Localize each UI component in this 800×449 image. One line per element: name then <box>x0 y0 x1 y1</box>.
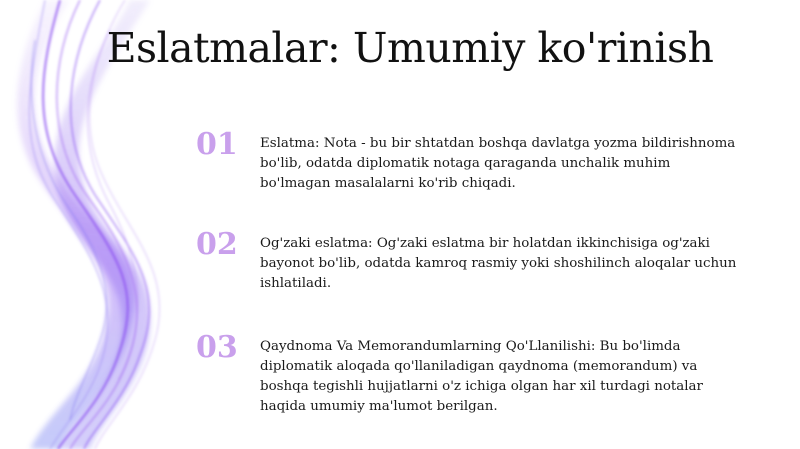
item-text: Qaydnoma Va Memorandumlarning Qo'Llanilishi: Bu bo'limda diplomatik aloqada qo'llaniladigan qaydnoma (memorandum) va boshqa tegishli hujjatlarni o'z ichiga olgan har xil turdagi notalar haqida umumiy ma'lumot berilgan. <box>260 339 703 414</box>
item-number: 02 <box>196 227 238 262</box>
item-number: 03 <box>196 330 238 365</box>
item-number: 01 <box>196 127 238 162</box>
item-text: Og'zaki eslatma: Og'zaki eslatma bir holatdan ikkinchisiga og'zaki bayonot bo'lib, odatda kamroq rasmiy yoki shoshilinch aloqalar uchun ishlatiladi. <box>260 236 737 291</box>
page-title: Eslatmalar: Umumiy ko'rinish <box>106 24 714 72</box>
item-text: Eslatma: Nota - bu bir shtatdan boshqa davlatga yozma bildirishnoma bo'lib, odatda diplomatik notaga qaraganda unchalik muhim bo'lmagan masalalarni ko'rib chiqadi. <box>260 136 736 191</box>
